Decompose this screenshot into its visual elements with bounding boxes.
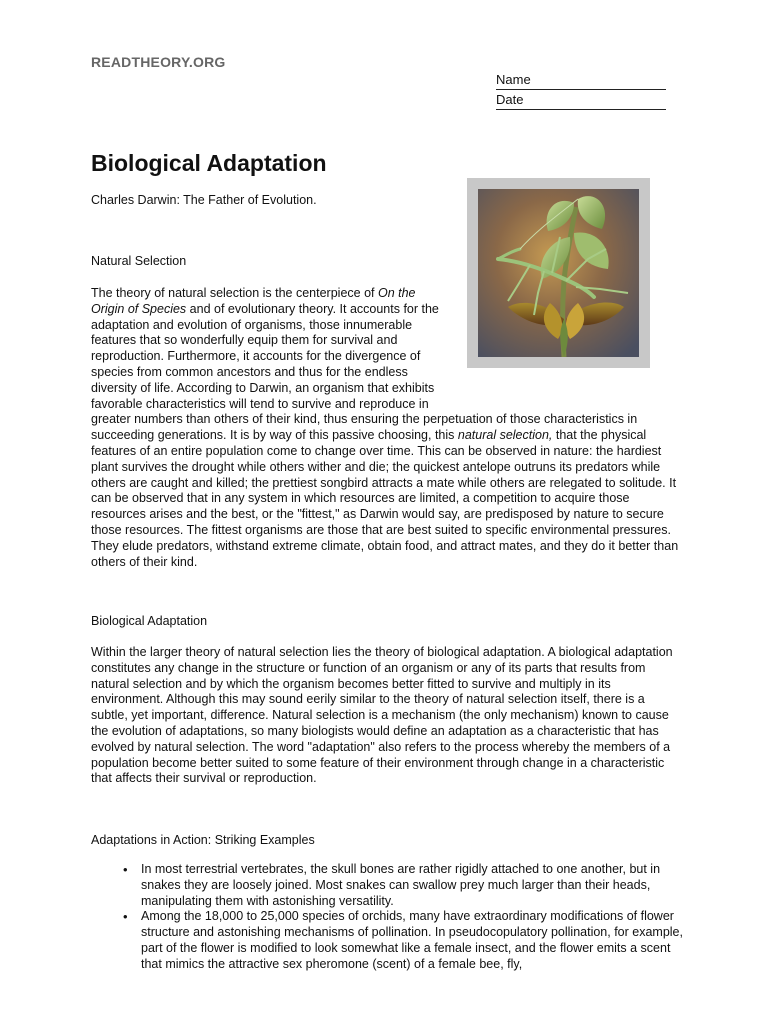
section-heading-natural-selection: Natural Selection [91,254,187,268]
section-heading-examples: Adaptations in Action: Striking Examples [91,833,315,847]
ns-text-middle: and of evolutionary theory. It accounts for the adaptation and evolution of organisms, those innumerable features that so wonderfully equip them for survival and reproduction. Furthermore, it accounts for the divergence of species from common ancestors and thus for the endless diversity of life. According to Darwin, an organism that exhibits favorable characteristics will tend to survive and reproduce in greater numbers than others of their kind, thus ensuring the perpetuation of those characteristics in succeeding generations. It is by way of this passive choosing, this [91,301,638,443]
name-field[interactable] [496,71,666,90]
ns-book-title: On the Origin of Species [91,286,416,316]
ns-text-end: that the physical features of an entire population come to change over time. This can be observed in nature: the hardiest plant survives the drought while others wither and die; the quickest antelope outruns its predators while others are caught and killed; the prettiest songbird attracts a mate while others are relegated to solitude. It can be observed that in any system in which resources are limited, a competition to acquire those resources arises and the best, or the "fittest," as Darwin would say, are predisposed by nature to secure those resources. The fittest organisms are those that are best suited to specific environmental pressures. They elude predators, withstand extreme climate, obtain food, and attract mates, and they do it better than others of their kind. [91,428,679,569]
natural-selection-paragraph [91,286,681,570]
section-heading-biological-adaptation: Biological Adaptation [91,614,208,628]
document-subtitle: Charles Darwin: The Father of Evolution. [91,193,317,207]
date-label: Date [496,92,524,107]
ns-term-natural-selection: natural selection, [457,428,553,443]
list-item: • Among the 18,000 to 25,000 species of orchids, many have extraordinary modifications of flower structure and astonishing mechanisms of pollination. In pseudocopulatory pollination, for example, part of the flower is modified to look somewhat like a female insect, and the flower emits a scent that mimics the attractive sex pheromone (scent) of a female bee, fly, [113,909,683,972]
document-title: Biological Adaptation [91,150,327,176]
examples-list [113,862,683,973]
image-wrap-spacer [453,286,681,406]
site-brand: READTHEORY.ORG [91,54,226,70]
biological-adaptation-paragraph: Within the larger theory of natural selection lies the theory of biological adaptation. A biological adaptation constitutes any change in the structure or function of an organism or any of its parts that results from natural selection and by which the organism becomes better fitted to survive and multiply in its environment. Although this may sound eerily similar to the theory of natural selection itself, there is a subtle, yet important, difference. Natural selection is a mechanism (the only mechanism) known to cause the evolution of adaptations, so many biologists would define an adaptation as a characteristic that has evolved by natural selection. The word "adaptation" also refers to the process whereby the members of a population become better suited to some feature of their environment through change in a characteristic that affects their survival or reproduction. [91,645,673,786]
name-label: Name [496,72,531,87]
ns-text-start: The theory of natural selection is the centerpiece of [91,286,378,300]
list-item: • In most terrestrial vertebrates, the skull bones are rather rigidly attached to one another, but in snakes they are loosely joined. Most snakes can swallow prey much larger than their heads, manipulating them with astonishing versatility. [113,862,683,909]
date-field[interactable] [496,91,666,110]
